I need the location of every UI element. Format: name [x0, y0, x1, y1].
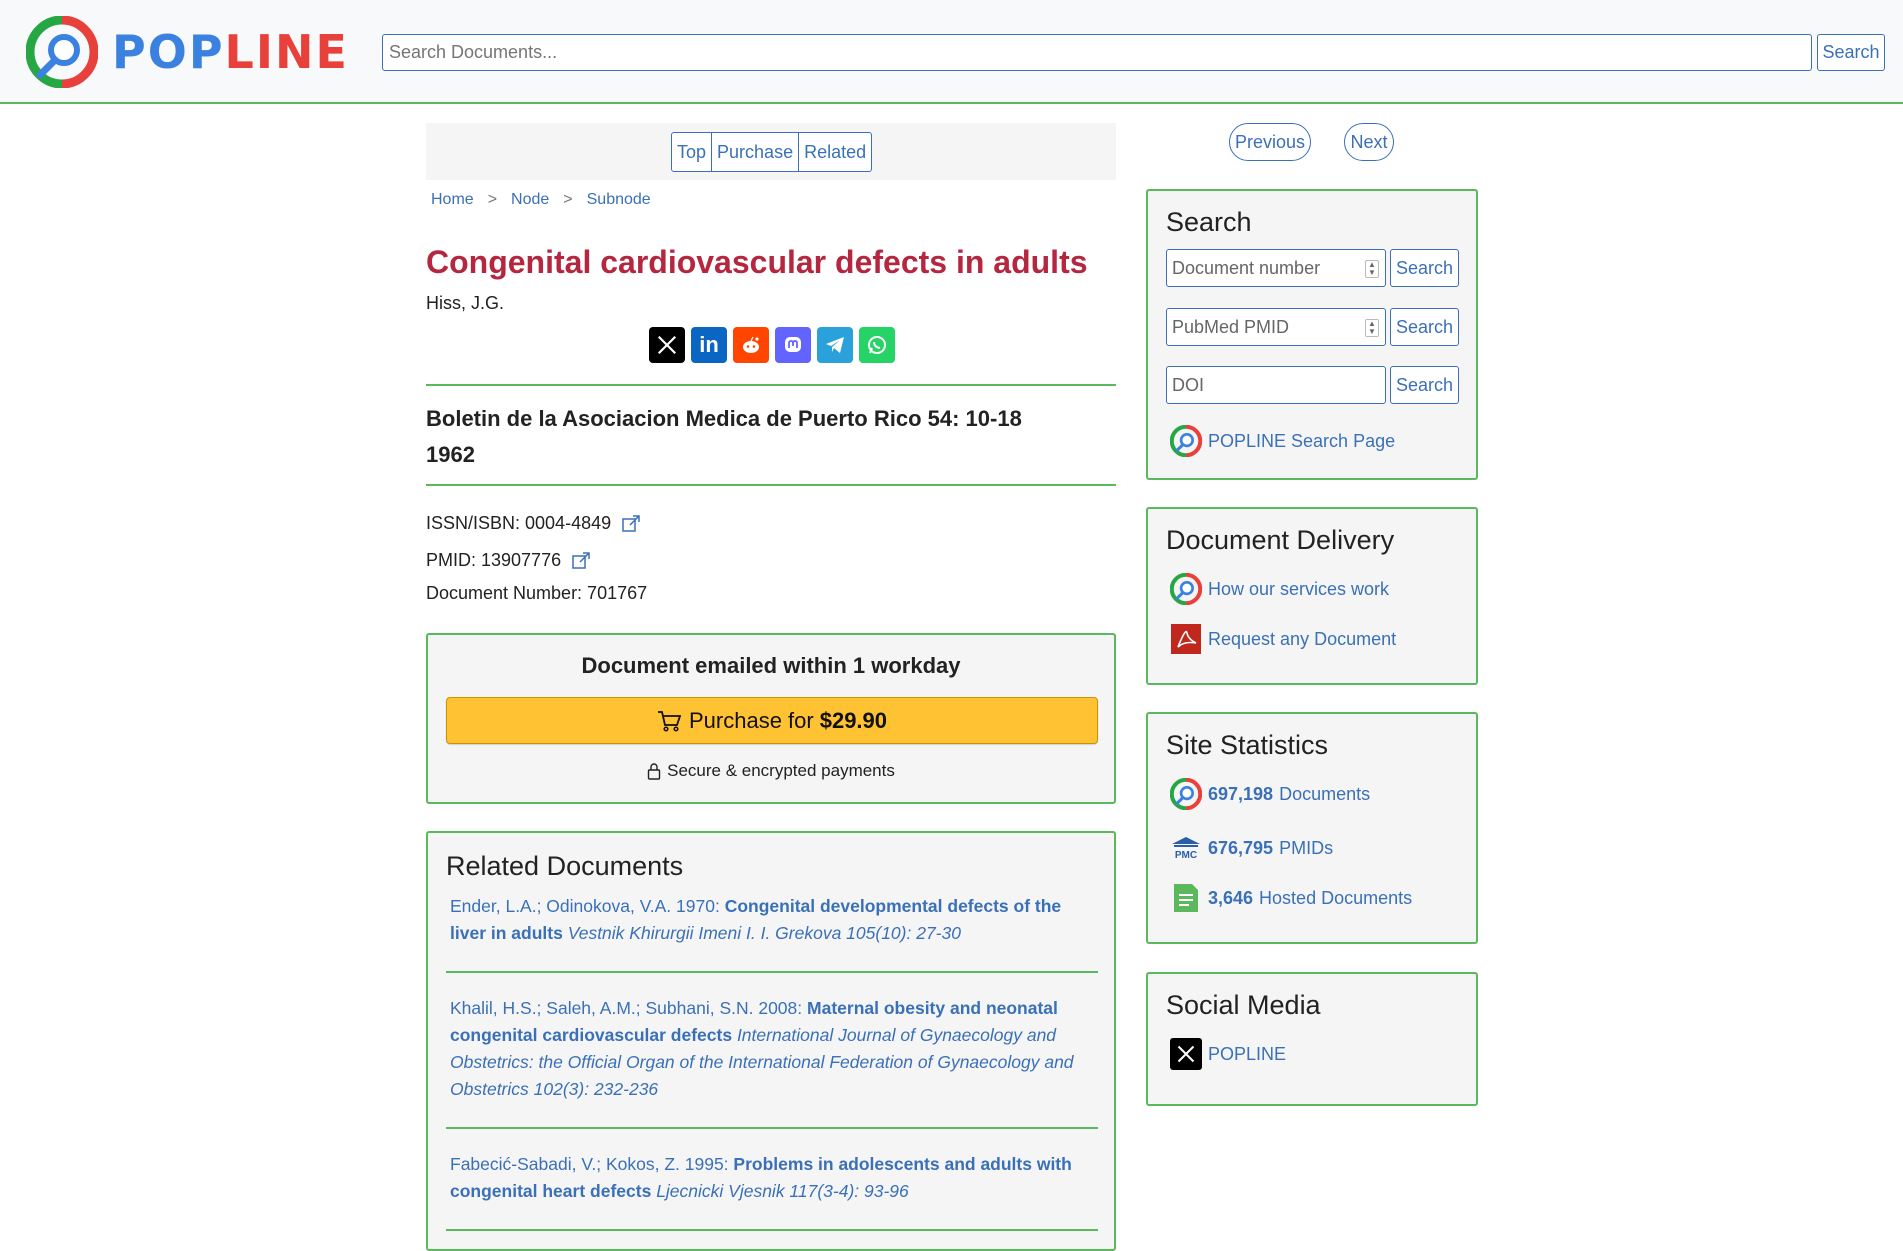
breadcrumb-separator: >: [487, 191, 498, 208]
how-services-work-text: How our services work: [1208, 578, 1390, 599]
anchor-related-button[interactable]: Related: [804, 142, 867, 162]
document-number-placeholder: Document number: [1172, 258, 1321, 278]
issn-line: [426, 513, 641, 534]
linkedin-icon: in: [699, 332, 719, 357]
related-documents-title: Related Documents: [446, 851, 684, 881]
issn-text: ISSN/ISBN: 0004-4849: [426, 513, 612, 533]
lock-icon: [647, 762, 661, 780]
popline-x-link[interactable]: [1170, 1038, 1286, 1070]
breadcrumb-separator: >: [563, 191, 573, 208]
sidebar-social-title: Social Media: [1166, 990, 1321, 1020]
document-number-line: [426, 583, 647, 604]
pmids-label: PMIDs: [1279, 837, 1334, 858]
search-button[interactable]: Search: [1817, 34, 1885, 71]
share-whatsapp-button[interactable]: [859, 327, 895, 363]
reddit-icon: [739, 333, 763, 357]
documents-count: 697,198: [1208, 783, 1274, 804]
anchor-purchase-button[interactable]: Purchase: [712, 133, 799, 171]
external-link-icon[interactable]: [571, 551, 591, 571]
share-telegram-button[interactable]: [817, 327, 853, 363]
next-button[interactable]: Next: [1344, 123, 1394, 161]
sidebar-statistics-panel: [1146, 712, 1478, 944]
related-source: Ljecnicki Vjesnik 117(3-4): 93-96: [656, 1181, 909, 1201]
doi-placeholder: DOI: [1172, 375, 1205, 395]
pmids-stat-link[interactable]: [1170, 832, 1333, 864]
number-spinner-icon[interactable]: ▲ ▼: [1365, 260, 1379, 278]
share-x-button[interactable]: [649, 327, 685, 363]
purchase-heading: Document emailed within 1 workday: [581, 653, 961, 678]
breadcrumb-node[interactable]: Node: [511, 191, 550, 208]
number-spinner-icon[interactable]: ▲ ▼: [1365, 319, 1379, 337]
pmid-text: PMID: 13907776: [426, 550, 562, 570]
breadcrumb-home[interactable]: Home: [431, 191, 474, 208]
document-author: Hiss, J.G.: [426, 293, 505, 313]
pdf-icon: [1170, 623, 1202, 655]
anchor-button-group: [671, 132, 872, 172]
logo-text-pop: POP: [112, 25, 225, 79]
document-icon: [1170, 882, 1202, 914]
purchase-button-label: Purchase for: [688, 707, 814, 733]
divider: [426, 484, 1116, 486]
popline-logo[interactable]: [26, 16, 349, 88]
journal-year: 1962: [426, 442, 475, 467]
previous-button[interactable]: Previous: [1229, 123, 1311, 161]
secure-payments-note: [428, 761, 1114, 781]
pmid-placeholder: PubMed PMID: [1172, 317, 1290, 337]
anchor-bar: [426, 123, 1116, 180]
popline-x-text: POPLINE: [1208, 1043, 1287, 1064]
divider: [446, 1127, 1098, 1129]
pmc-icon: [1170, 832, 1202, 864]
share-buttons: [649, 327, 895, 363]
related-documents-panel: [426, 831, 1116, 1251]
popline-logo-icon: [1170, 778, 1202, 810]
related-title-link[interactable]: Maternal obesity and neonatal congenital cardiovascular defects: [450, 998, 1058, 1045]
secure-text: Secure & encrypted payments: [667, 761, 895, 780]
related-authors: Khalil, H.S.; Saleh, A.M.; Subhani, S.N. 2008:: [450, 998, 803, 1018]
pmc-icon-label: PMC: [1174, 850, 1198, 860]
search-documents-input[interactable]: [382, 34, 1812, 71]
sidebar-social-panel: [1146, 972, 1478, 1106]
purchase-panel: [426, 633, 1116, 804]
purchase-price: $29.90: [819, 707, 888, 733]
pmid-line: [426, 550, 591, 571]
popline-logo-icon: [1170, 425, 1202, 457]
hosted-documents-stat-link[interactable]: [1170, 882, 1412, 914]
sidebar-statistics-title: Site Statistics: [1166, 730, 1329, 760]
pmid-search-button[interactable]: Search: [1390, 308, 1459, 346]
document-number-text: Document Number: 701767: [426, 583, 648, 603]
request-document-link[interactable]: [1170, 623, 1396, 655]
sidebar-delivery-title: Document Delivery: [1166, 525, 1395, 555]
popline-logo-icon: [26, 16, 98, 88]
document-number-input[interactable]: [1166, 249, 1386, 287]
related-item[interactable]: [450, 995, 1100, 1103]
mastodon-icon: [781, 333, 805, 357]
documents-label: Documents: [1279, 783, 1371, 804]
share-linkedin-button[interactable]: [691, 327, 727, 363]
popline-search-page-link[interactable]: [1170, 425, 1395, 457]
document-number-search-button[interactable]: Search: [1390, 249, 1459, 287]
telegram-icon: [823, 333, 847, 357]
share-mastodon-button[interactable]: [775, 327, 811, 363]
popline-search-page-text: POPLINE Search Page: [1208, 430, 1396, 451]
document-title: Congenital cardiovascular defects in adults: [426, 244, 1088, 280]
doi-search-button[interactable]: Search: [1390, 366, 1459, 404]
request-document-text: Request any Document: [1208, 628, 1397, 649]
related-source: International Journal of Gynaecology and Obstetrics: the Official Organ of the International Federation of Gynaecology and Obstetrics 102(3): 232-236: [450, 1025, 1074, 1099]
doi-input[interactable]: [1166, 366, 1386, 404]
share-reddit-button[interactable]: [733, 327, 769, 363]
sidebar-search-title: Search: [1166, 207, 1252, 237]
related-item[interactable]: [450, 893, 1100, 947]
related-authors: Fabecić-Sabadi, V.; Kokos, Z. 1995:: [450, 1154, 729, 1174]
sidebar-delivery-panel: [1146, 507, 1478, 685]
anchor-top-button[interactable]: Top: [672, 133, 712, 171]
journal-citation: [426, 401, 1116, 473]
documents-stat-link[interactable]: [1170, 778, 1370, 810]
related-item[interactable]: [450, 1151, 1100, 1205]
top-navbar: [0, 0, 1903, 104]
breadcrumb: [431, 191, 651, 209]
logo-text-line: LINE: [224, 25, 349, 79]
external-link-icon[interactable]: [621, 514, 641, 534]
popline-logo-icon: [1170, 573, 1202, 605]
breadcrumb-subnode[interactable]: Subnode: [586, 191, 651, 208]
divider: [446, 1229, 1098, 1231]
related-title-link[interactable]: Congenital developmental defects of the liver in adults: [450, 896, 1062, 943]
related-authors: Ender, L.A.; Odinokova, V.A. 1970:: [450, 896, 720, 916]
journal-name: Boletin de la Asociacion Medica de Puerto Rico 54: 10-18: [426, 406, 1022, 431]
whatsapp-icon: [865, 333, 889, 357]
divider: [426, 384, 1116, 386]
purchase-button[interactable]: [446, 697, 1098, 744]
related-title-link[interactable]: Problems in adolescents and adults with congenital heart defects: [450, 1154, 1072, 1201]
hosted-count: 3,646: [1208, 887, 1254, 908]
logo-wordmark: [112, 25, 349, 79]
pmids-count: 676,795: [1208, 837, 1274, 858]
divider: [446, 971, 1098, 973]
how-services-work-link[interactable]: [1170, 573, 1389, 605]
hosted-label: Hosted Documents: [1259, 887, 1413, 908]
x-icon: [1170, 1038, 1202, 1070]
x-icon: [656, 334, 678, 356]
sidebar-search-panel: [1146, 189, 1478, 480]
cart-icon: [657, 710, 681, 732]
pmid-input[interactable]: [1166, 308, 1386, 346]
related-source: Vestnik Khirurgii Imeni I. I. Grekova 105(10): 27-30: [567, 923, 961, 943]
